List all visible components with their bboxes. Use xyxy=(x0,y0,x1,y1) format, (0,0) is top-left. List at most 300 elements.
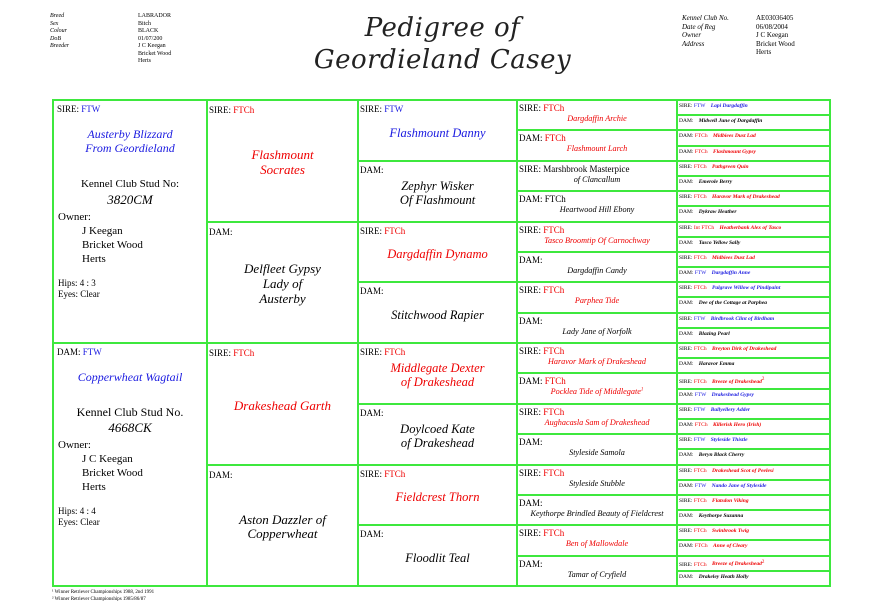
dog-name: Emerole Berry xyxy=(698,178,733,185)
title-badge: FTCh xyxy=(543,467,565,478)
title-badge: FTCh xyxy=(543,528,565,539)
health-block: Hips: 4 : 4 Eyes: Clear xyxy=(58,506,100,527)
dog-name-line: Of Flashmount xyxy=(399,193,476,208)
sire-cell xyxy=(516,403,678,435)
stud-number: 4668CK xyxy=(108,420,152,435)
footnote-marker: 1 xyxy=(640,387,644,393)
sex-label: Sex xyxy=(50,20,59,27)
sire-cell xyxy=(516,342,678,374)
footnote: ² Winner Retriever Championships 1985/86/87 xyxy=(52,597,146,602)
dog-name xyxy=(518,296,676,305)
dog-name-text: Parphea Tide xyxy=(574,296,620,306)
title-badge: FTCh xyxy=(384,347,406,357)
dog-name xyxy=(518,144,676,153)
dog-name-line: Socrates xyxy=(260,161,305,177)
title-badge: FTCh xyxy=(693,467,707,474)
parent-label xyxy=(519,377,566,386)
parent-label xyxy=(519,226,564,235)
parent-label xyxy=(679,150,828,156)
dog-name-line: Flashmount xyxy=(251,147,314,162)
dog-name xyxy=(518,509,676,518)
dog-name: Dargdaffin Anne xyxy=(711,270,751,277)
parent-label xyxy=(360,227,405,236)
parent-role: DAM: xyxy=(209,469,233,480)
dam-cell xyxy=(516,129,678,161)
parent-role: SIRE: xyxy=(519,163,542,174)
title-badge: FTW xyxy=(693,315,706,322)
dog-name-line: Lady of xyxy=(262,275,303,291)
parent-label xyxy=(360,470,405,479)
parent-role: DAM: xyxy=(679,133,694,140)
title-badge: FTCh xyxy=(544,194,566,205)
dog-name-line: of Drakeshead xyxy=(400,375,475,390)
parent-label xyxy=(519,165,630,174)
sire-cell xyxy=(357,99,518,162)
dog-name xyxy=(208,148,357,178)
parent-role: SIRE: xyxy=(519,285,542,296)
dog-name: Tasco Yellow Sally xyxy=(698,239,741,246)
dog-name: Killerisk Hero (Irish) xyxy=(712,421,762,428)
parent-label xyxy=(679,332,828,338)
generation-3 xyxy=(357,99,518,587)
footnote-marker: 2 xyxy=(761,377,765,383)
dog-name xyxy=(518,236,676,245)
parent-label xyxy=(519,347,564,356)
dog-name: Haravor Emma xyxy=(698,361,735,368)
dog-name-line: Doylcoed Kate xyxy=(400,421,475,436)
parent-label xyxy=(519,195,566,204)
dog-name-text: Styleside Samola xyxy=(569,448,625,458)
colour-value: BLACK xyxy=(138,28,159,34)
owner-value: J C Keegan xyxy=(756,31,789,39)
title-badge: FTW xyxy=(384,104,404,114)
parent-role: SIRE: xyxy=(679,528,693,535)
parent-role: SIRE: xyxy=(679,497,693,504)
colour-label: Colour xyxy=(50,28,68,34)
dog-name: Breeze of Drakeshead xyxy=(712,561,762,568)
title-badge: FTCh xyxy=(544,133,566,144)
dog-name-line: Flashmount Danny xyxy=(389,125,486,140)
dog-name-text: Lady Jane of Norfolk xyxy=(562,326,632,336)
parent-label xyxy=(360,287,384,296)
parent-role: SIRE: xyxy=(209,348,232,358)
parent-label xyxy=(679,104,828,110)
dog-name: Dee of the Cottage at Parphea xyxy=(698,300,768,307)
parent-role: SIRE: xyxy=(360,468,383,479)
parent-label xyxy=(679,469,828,475)
generation-4 xyxy=(516,99,678,587)
dam-name: Copperwheat Wagtail xyxy=(77,370,183,384)
dog-name xyxy=(359,361,516,390)
parent-label xyxy=(360,166,384,175)
parent-label xyxy=(679,180,828,186)
parent-role: DAM: xyxy=(679,118,694,125)
dog-name xyxy=(359,247,516,261)
dam-cell xyxy=(516,494,678,526)
title-badge: FTW xyxy=(693,437,706,444)
parent-role: DAM: xyxy=(679,209,694,216)
dam-cell xyxy=(516,312,678,344)
title-badge: FTCh xyxy=(693,561,707,568)
parent-label xyxy=(679,241,828,247)
parent-label xyxy=(679,195,828,201)
parent-role: SIRE: xyxy=(679,163,693,170)
parent-label xyxy=(679,560,828,568)
health-block: Hips: 4 : 3 Eyes: Clear xyxy=(58,278,100,299)
dog-name-text: Ben of Mallowdale xyxy=(565,539,629,549)
title-badge: FTW xyxy=(693,406,706,413)
dog-name-text: Aughacasla Sam of Drakeshead xyxy=(544,417,650,427)
dog-name: Drakeshead Gypsy xyxy=(711,391,754,398)
sire-cell xyxy=(516,160,678,192)
title-badge: FTCh xyxy=(694,543,708,550)
parent-label xyxy=(679,529,828,535)
dog-name: Keythorpe Suzanna xyxy=(698,513,744,520)
parent-label xyxy=(519,438,543,447)
parent-role: DAM: xyxy=(519,497,543,508)
dog-name: Heatherbank Alex of Tasco xyxy=(719,224,782,231)
parent-role: DAM: xyxy=(519,558,543,569)
date-label: Date of Reg xyxy=(682,22,716,31)
sire-cell xyxy=(357,464,518,527)
parent-label xyxy=(679,362,828,368)
dog-name-line: Fieldcrest Thorn xyxy=(395,490,480,504)
title-badge: FTCh xyxy=(543,103,565,113)
dam-cell xyxy=(516,251,678,283)
parent-role: SIRE: xyxy=(519,346,542,356)
dog-name: Drakeshead Scot of Peelesi xyxy=(712,467,774,474)
parent-label xyxy=(519,529,564,538)
address-value: Herts xyxy=(756,48,772,56)
dog-name xyxy=(208,399,357,414)
parent-role: DAM: xyxy=(209,226,233,237)
parent-label xyxy=(209,349,254,358)
parent-label xyxy=(519,469,564,478)
dog-name: Swinbrook Twig xyxy=(712,528,749,535)
parent-label xyxy=(679,408,828,414)
parent-role: SIRE: xyxy=(360,225,383,236)
parent-label xyxy=(679,134,828,140)
dam-cell xyxy=(206,464,359,588)
dob-value: 01/07/200 xyxy=(138,35,163,42)
breed-label: Breed xyxy=(50,13,65,19)
breeder-value: Herts xyxy=(138,58,151,64)
parent-role: SIRE: xyxy=(519,467,542,478)
parent-role: DAM: xyxy=(679,573,694,580)
parent-role: DAM: xyxy=(679,513,694,520)
dog-name xyxy=(208,513,357,543)
parent-role: DAM: xyxy=(519,437,543,448)
generation-2 xyxy=(206,99,359,587)
parent-role: SIRE: xyxy=(679,561,693,568)
parent-role: DAM: xyxy=(360,529,384,540)
parent-role: DAM: xyxy=(519,315,543,326)
parent-role: DAM: xyxy=(679,361,694,368)
title-badge: FTCh xyxy=(694,421,708,428)
title-badge: FTCh xyxy=(544,376,566,387)
dog-name: Midbiees Dust Lad xyxy=(712,254,755,261)
dog-name-text: Dargdaffin Archie xyxy=(567,114,627,123)
sire-cell xyxy=(206,99,359,223)
dam-label: DAM: FTW xyxy=(57,347,102,357)
dog-name: Birdbrook Clint of Birdham xyxy=(710,315,775,322)
parent-role: SIRE: xyxy=(679,406,693,413)
parent-role: SIRE: xyxy=(679,467,693,474)
sire-cell xyxy=(516,281,678,313)
sire-cell xyxy=(516,524,678,556)
parent-label xyxy=(679,438,828,444)
dog-details xyxy=(50,13,171,66)
title-badge: FTCh xyxy=(693,163,707,170)
dog-name-line: Dargdaffin Dynamo xyxy=(387,247,488,261)
parent-role: DAM: xyxy=(679,391,694,398)
title-badge: FTCh xyxy=(693,379,707,386)
dog-name: Ballyellery Adder xyxy=(710,406,751,413)
parent-role: SIRE: xyxy=(679,437,693,444)
parent-role: SIRE: xyxy=(679,285,693,292)
parent-role: SIRE: xyxy=(209,105,232,115)
parent-label xyxy=(679,514,828,520)
breed-value: LABRADOR xyxy=(138,13,172,19)
title-badge: FTCh xyxy=(693,194,707,201)
title-badge: FTCh xyxy=(543,346,565,356)
date-value: 06/08/2004 xyxy=(756,22,788,31)
owner-label: Owner xyxy=(682,31,702,39)
dog-name: Flatsdon Viking xyxy=(712,497,749,504)
dog-name xyxy=(359,308,516,322)
parent-role: SIRE: xyxy=(679,254,693,261)
parent-label xyxy=(519,286,564,295)
dam-cell xyxy=(52,342,208,587)
dog-name xyxy=(518,114,676,123)
dog-name-line: Austerby xyxy=(259,290,306,306)
parent-label xyxy=(679,210,828,216)
parent-label xyxy=(679,575,828,581)
dog-name-text: Dargdaffin Candy xyxy=(567,265,627,275)
dog-name: Flashmount Gypsy xyxy=(712,148,756,155)
dog-name-line: Copperwheat xyxy=(247,526,318,542)
dog-name-line: Zephyr Wisker xyxy=(401,178,474,193)
sire-cell xyxy=(516,99,678,131)
dog-name-text: Tasco Broomtip Of Carnochway xyxy=(544,235,650,245)
parent-label xyxy=(360,530,384,539)
parent-label xyxy=(360,348,405,357)
title-badge: FTCh xyxy=(694,133,708,140)
parent-role: SIRE: xyxy=(519,103,542,113)
title-badge: FTCh xyxy=(543,285,565,296)
parent-label xyxy=(209,228,233,237)
dog-name xyxy=(359,490,516,504)
registration-details xyxy=(682,14,795,57)
dog-name-line: Aston Dazzler of xyxy=(239,511,326,527)
title-badge: FTW xyxy=(81,104,101,114)
parent-label xyxy=(679,286,828,292)
stud-label: Kennel Club Stud No: xyxy=(80,178,180,190)
dog-name: Haravor Mark of Drakeshead xyxy=(712,194,780,201)
dog-name xyxy=(518,205,676,214)
parent-role: SIRE: xyxy=(679,224,693,231)
title-badge: FTCh xyxy=(233,105,255,115)
parent-role: SIRE: xyxy=(360,104,383,114)
dam-cell xyxy=(206,221,359,345)
title-badge: FTCh xyxy=(233,348,255,358)
parent-label xyxy=(679,423,828,429)
title-badge: FTCh xyxy=(694,148,708,155)
dog-name-text: of Clancallum xyxy=(573,174,621,184)
parent-label xyxy=(679,544,828,550)
parent-role: DAM: xyxy=(360,407,384,418)
parent-role: DAM: xyxy=(679,482,694,489)
owner-block: Owner: J C Keegan Bricket Wood Herts xyxy=(58,439,143,493)
dog-name xyxy=(518,357,676,366)
dog-name-text: Flashmount Larch xyxy=(566,144,628,154)
dog-name xyxy=(518,418,676,427)
sex-value: Bitch xyxy=(138,20,151,27)
title-badge: FTCh xyxy=(384,468,406,479)
address-value: Bricket Wood xyxy=(756,39,795,48)
dog-name xyxy=(518,175,676,184)
parent-role: DAM: xyxy=(519,254,543,265)
title-badge: FTCh xyxy=(693,254,707,261)
parent-label xyxy=(679,499,828,505)
parent-role: SIRE: xyxy=(519,406,542,417)
parent-role: DAM: xyxy=(679,300,694,307)
parent-label xyxy=(679,165,828,171)
parent-role: DAM: xyxy=(679,148,694,155)
dog-name-text: Haravor Mark of Drakeshead xyxy=(547,357,646,366)
title-badge: FTW xyxy=(694,391,707,398)
page-title xyxy=(300,12,585,76)
dog-name xyxy=(518,327,676,336)
dog-name: Breeze of Drakeshead xyxy=(712,379,762,386)
footnote: ¹ Winner Retriever Championships 1988, 2nd 1991 xyxy=(52,590,155,595)
dog-name: Midwell June of Dargdaffin xyxy=(698,118,763,125)
dog-name: Dykraw Heather xyxy=(698,209,737,216)
parent-label xyxy=(679,484,828,490)
dam-cell xyxy=(516,372,678,404)
title-line: Geordieland Casey xyxy=(313,45,572,75)
sire-cell xyxy=(357,221,518,284)
dam-cell xyxy=(676,570,831,587)
dog-name-line: Floodlit Teal xyxy=(405,550,470,565)
parent-role: SIRE: xyxy=(679,346,693,352)
parent-label xyxy=(519,408,564,417)
breeder-value: J C Keegan xyxy=(138,43,166,49)
parent-label xyxy=(679,256,828,262)
generation-5 xyxy=(676,99,831,587)
title-badge: FTW xyxy=(82,347,102,357)
dog-name xyxy=(359,179,516,208)
parent-role: DAM: xyxy=(679,239,694,246)
sire-cell xyxy=(52,99,208,344)
parent-role: DAM: xyxy=(679,421,694,428)
address-label: Address xyxy=(682,39,705,48)
dam-cell xyxy=(516,190,678,222)
parent-label xyxy=(519,317,543,326)
sire-cell xyxy=(206,342,359,466)
parent-role: DAM: xyxy=(679,452,694,459)
kc-value: AE03036405 xyxy=(756,14,794,22)
parent-role: SIRE: xyxy=(679,194,693,201)
title-badge: FTCh xyxy=(543,406,565,417)
parent-label xyxy=(360,105,403,114)
dog-name: Midbiees Dust Lad xyxy=(712,133,756,140)
breeder-value: Bricket Wood xyxy=(138,50,172,57)
dog-name: Breyton Dirk of Drakeshead xyxy=(712,346,777,352)
owner-block: Owner: J Keegan Bricket Wood Herts xyxy=(58,211,143,265)
dog-name xyxy=(359,422,516,451)
dog-name xyxy=(359,551,516,565)
dog-name: Anne of Cleary xyxy=(712,543,748,550)
dog-name: Beryn Black Cherry xyxy=(698,452,745,459)
parent-label xyxy=(679,317,828,323)
dog-name: Nando Jane of Styleside xyxy=(711,482,767,489)
dam-cell xyxy=(357,524,518,587)
dog-name xyxy=(518,479,676,488)
dog-name-line: Middlegate Dexter xyxy=(390,361,485,375)
parent-role: DAM: xyxy=(679,270,694,277)
dog-name xyxy=(518,266,676,275)
parent-label xyxy=(519,499,543,508)
parent-label xyxy=(679,226,828,232)
parent-label xyxy=(519,104,564,113)
parent-role: DAM: xyxy=(360,164,384,175)
title-badge: FTW xyxy=(694,270,707,277)
dog-name-line: Drakeshead Garth xyxy=(233,397,332,413)
parent-role: DAM: xyxy=(679,178,694,185)
parent-role: DAM: xyxy=(360,286,384,297)
breeder-label: Breeder xyxy=(50,43,70,49)
parent-role: SIRE: xyxy=(360,347,383,357)
parent-role: DAM: xyxy=(519,194,543,205)
parent-role: DAM: xyxy=(679,543,694,550)
parent-label xyxy=(679,119,828,125)
parent-role: SIRE: xyxy=(519,528,542,539)
dam-cell xyxy=(516,555,678,587)
sire-cell xyxy=(516,464,678,496)
kc-label: Kennel Club No. xyxy=(682,14,729,22)
title-badge: FTW xyxy=(694,482,707,489)
dog-name: Styleside Thistle xyxy=(710,437,748,444)
footnote-marker: 2 xyxy=(761,559,765,565)
dam-cell xyxy=(357,403,518,466)
parent-role: SIRE: xyxy=(679,315,693,322)
parent-label xyxy=(679,393,828,399)
parent-role: DAM: xyxy=(519,133,543,144)
dog-name xyxy=(208,262,357,307)
title-badge: FTCh xyxy=(693,346,707,352)
parent-role: DAM: xyxy=(679,330,694,337)
parent-label xyxy=(360,409,384,418)
dog-name-text: Tamar of Cryfield xyxy=(567,569,627,579)
dog-name: Lapi Dargdaffin xyxy=(710,103,748,109)
dog-name: Blazing Pearl xyxy=(698,330,730,337)
stud-number: 3820CM xyxy=(107,192,153,207)
dog-name-line: Stitchwood Rapier xyxy=(391,307,484,322)
dog-name: Drakeley Heath Holly xyxy=(698,573,749,580)
title-badge: FTW xyxy=(693,103,706,109)
sire-label: SIRE: FTW xyxy=(57,104,101,114)
dog-name-text: Styleside Stubble xyxy=(569,478,625,488)
dog-name xyxy=(518,448,676,457)
parent-label xyxy=(209,106,254,115)
dog-name xyxy=(518,387,676,396)
dam-cell xyxy=(516,433,678,465)
dam-cell xyxy=(357,160,518,223)
parent-role: SIRE: xyxy=(519,224,542,235)
stud-label: Kennel Club Stud No. xyxy=(76,405,184,419)
sire-cell xyxy=(357,342,518,405)
